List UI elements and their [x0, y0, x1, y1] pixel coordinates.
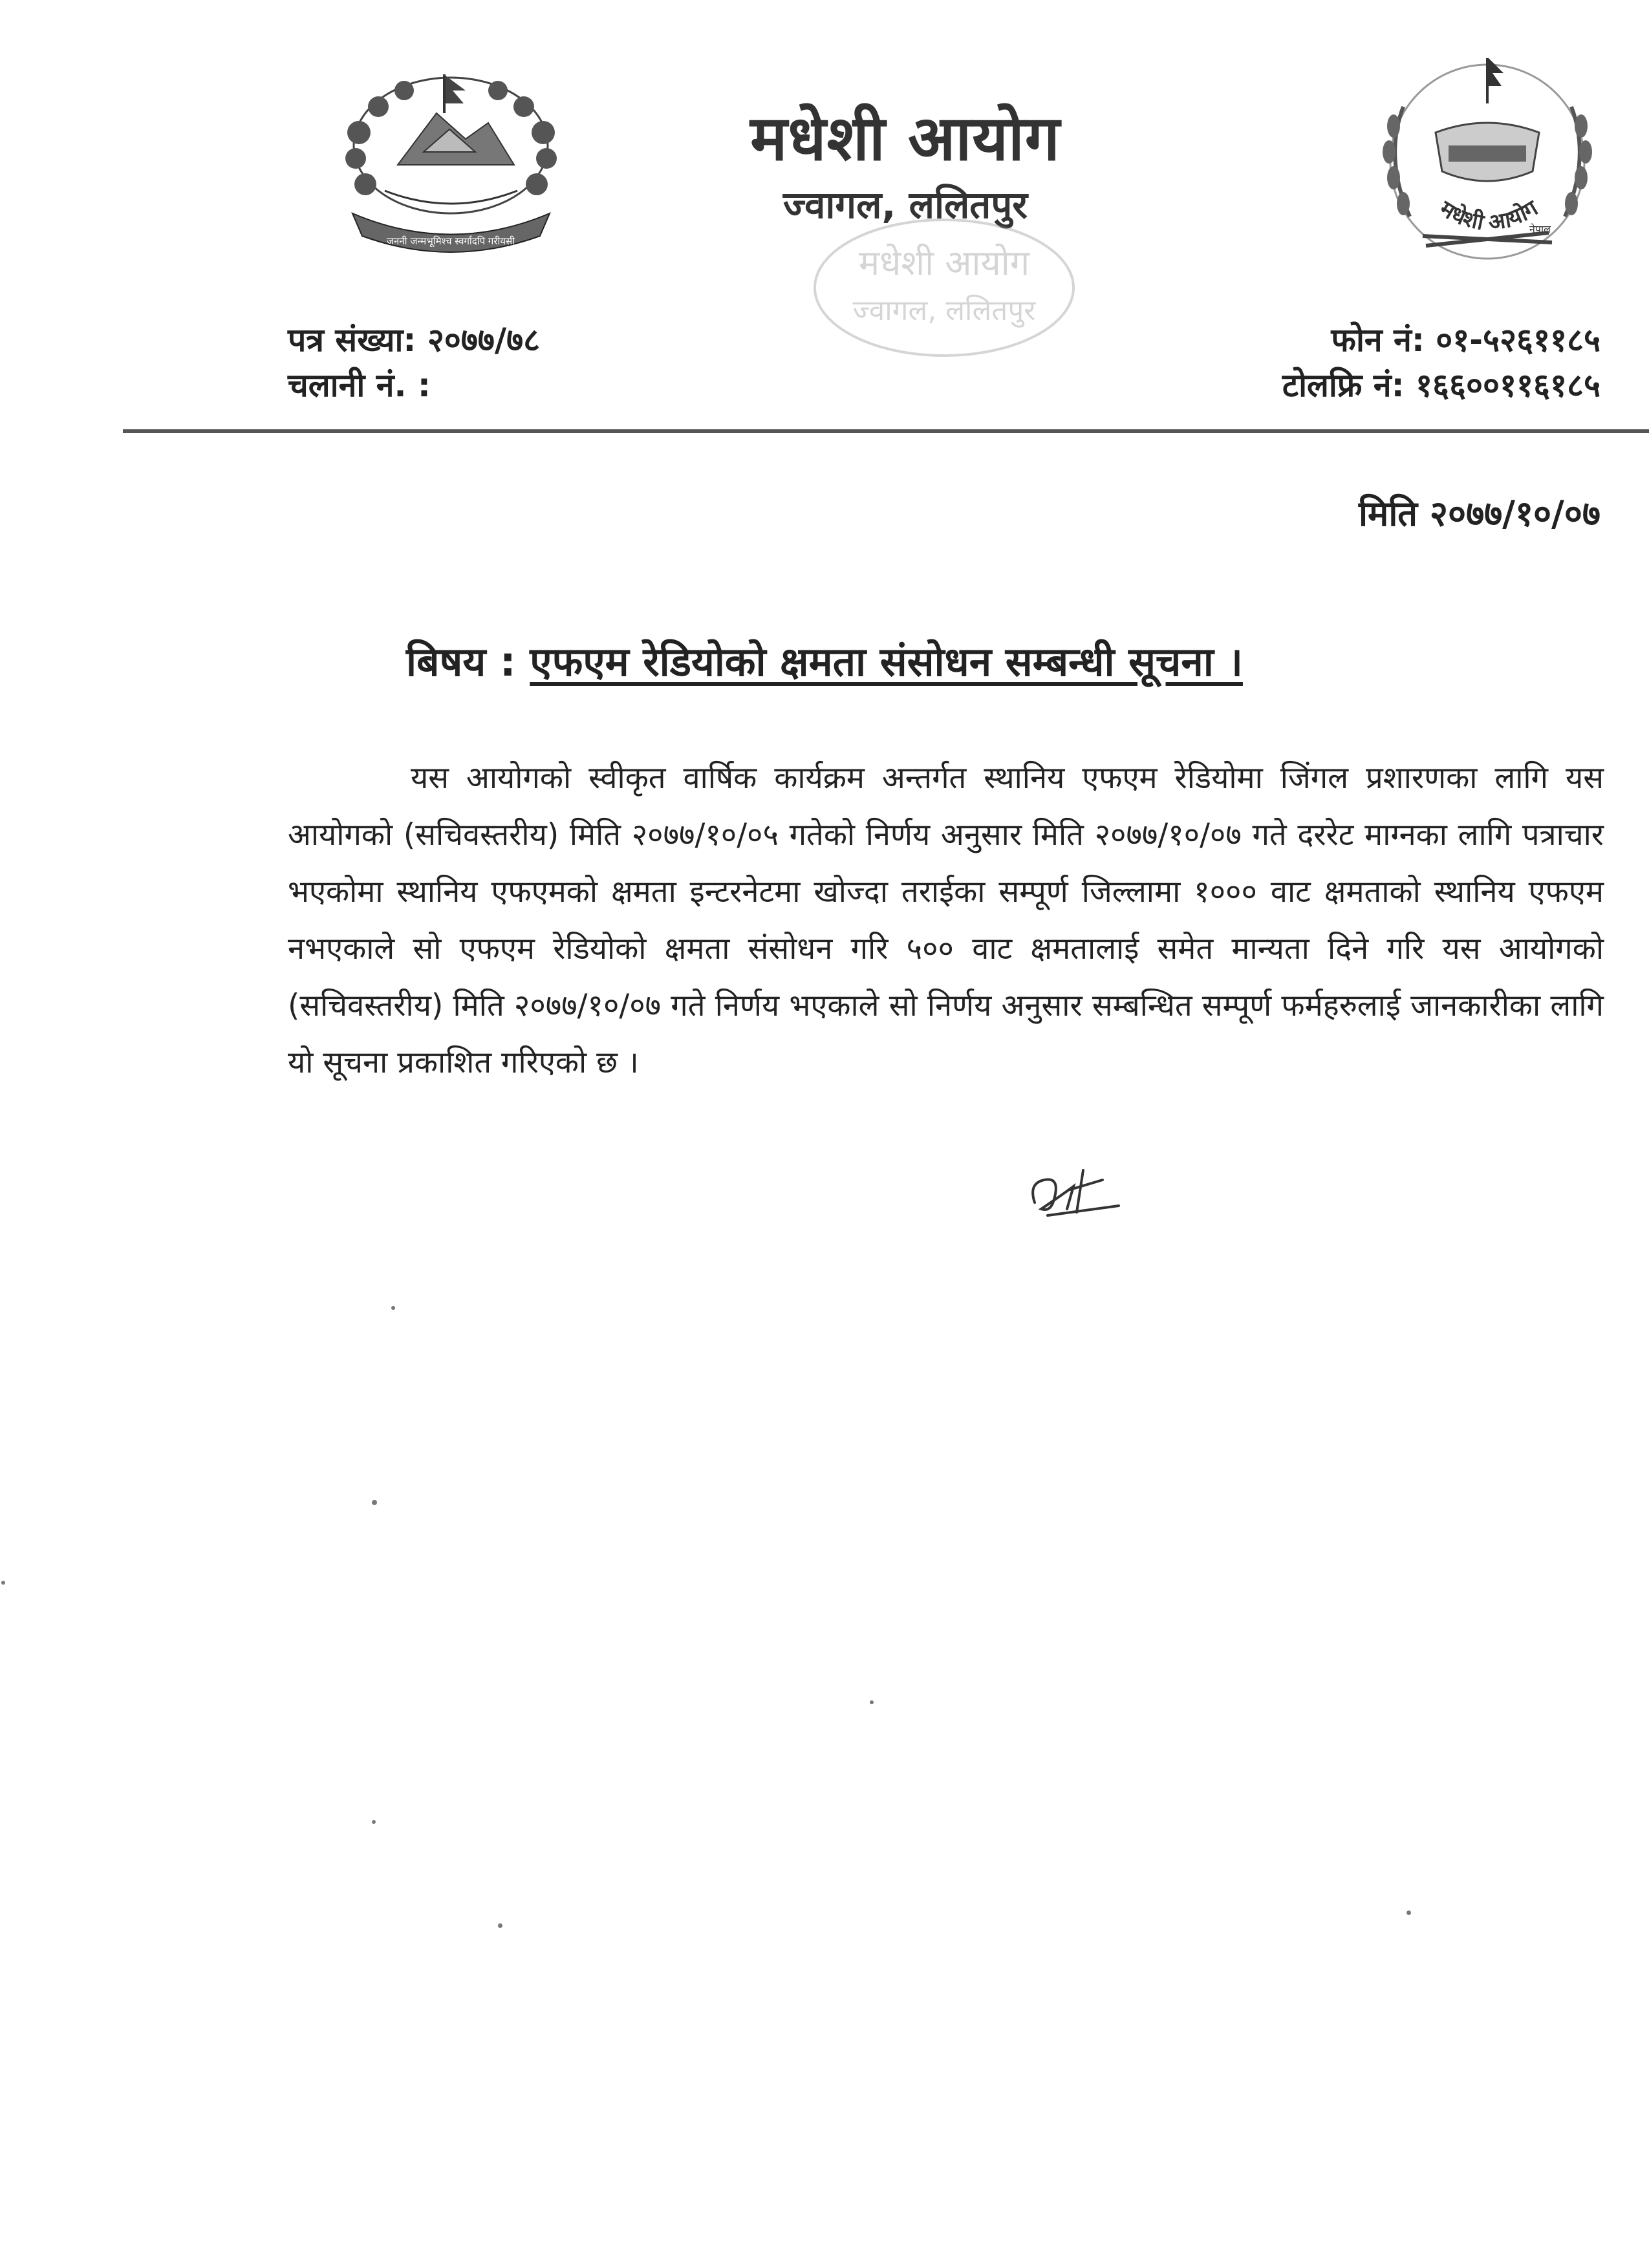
reference-label: पत्र संख्या: [288, 321, 416, 359]
subject-label: बिषय : [406, 638, 516, 685]
scan-speck [372, 1820, 376, 1824]
phone-value: ०१-५२६११८५ [1436, 321, 1600, 359]
date-label: मिति [1359, 493, 1418, 534]
madheshi-commission-seal [1364, 48, 1610, 272]
subject-line [0, 634, 1649, 688]
organization-name: मधेशी आयोग [750, 102, 1061, 175]
scan-speck [498, 1923, 502, 1928]
date-value: २०७७/१०/०७ [1429, 493, 1600, 534]
dispatch-label: चलानी नं. : [288, 367, 431, 404]
scan-speck [391, 1306, 395, 1310]
scan-speck [372, 1500, 377, 1505]
office-stamp [808, 213, 1080, 362]
dispatch-number [288, 362, 431, 406]
reference-value: २०७७/७८ [427, 321, 541, 359]
stamp-line-2: ज्वागल, ललितपुर [852, 294, 1036, 327]
tollfree-value: १६६००११६१८५ [1416, 367, 1600, 404]
phone-number [1331, 317, 1600, 361]
notice-body: यस आयोगको स्वीकृत वार्षिक कार्यक्रम अन्तर्गत स्थानिय एफएम रेडियोमा जिंगल प्रशारणका लागि यस आयोगको (सचिवस्तरीय) मिति २०७७/१०/०५ गतेको निर्णय अनुसार मिति २०७७/१०/०७ गते दररेट माग्नका लागि पत्राचार भएकोमा स्थानिय एफएमको क्षमता इन्टरनेटमा खोज्दा तराईका सम्पूर्ण जिल्लामा १००० वाट क्षमताको स्थानिय एफएम नभएकाले सो एफएम रेडियोको क्षमता संसोधन गरि ५०० वाट क्षमतालाई समेत मान्यता दिने गरि यस आयोगको (सचिवस्तरीय) मिति २०७७/१०/०७ गते निर्णय भएकाले सो निर्णय अनुसार सम्बन्धित सम्पूर्ण फर्महरुलाई जानकारीका लागि यो सूचना प्रकाशित गरिएको छ । [288, 760, 1604, 1080]
signature [1022, 1151, 1151, 1222]
seal-text: मधेशी आयोग [1435, 195, 1543, 237]
seal-country-label: नेपाल [1529, 223, 1551, 235]
nepal-coat-of-arms-emblem [327, 61, 576, 265]
scan-speck [1406, 1910, 1411, 1915]
reference-number [288, 317, 540, 361]
organization-address: ज्वागल, ललितपुर [782, 183, 1028, 227]
subject-text: एफएम रेडियोको क्षमता संसोधन सम्बन्धी सूचना । [530, 638, 1243, 685]
tollfree-number [1282, 362, 1600, 406]
scan-speck [1, 1581, 5, 1585]
header-divider [123, 429, 1649, 433]
stamp-line-1: मधेशी आयोग [858, 242, 1030, 283]
scan-speck [870, 1700, 874, 1704]
coat-of-arms-motto: जननी जन्मभूमिश्च स्वर्गादपि गरीयसी [386, 235, 515, 247]
tollfree-label: टोलफ्रि नं: [1282, 367, 1405, 404]
letter-date [1359, 488, 1600, 536]
phone-label: फोन नं: [1331, 321, 1425, 359]
